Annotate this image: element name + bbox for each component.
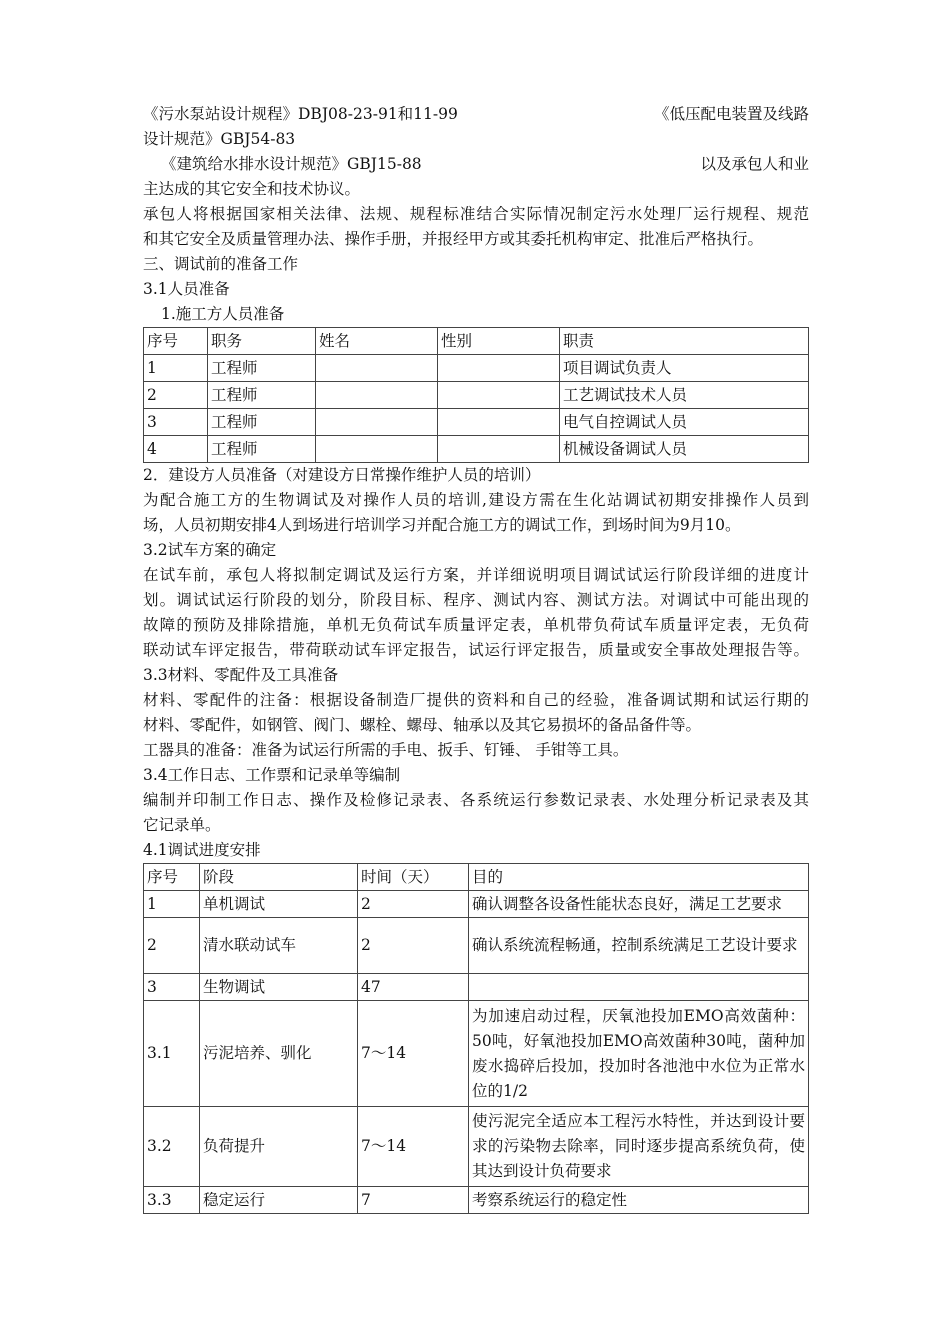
table-cell: 2	[144, 382, 208, 409]
table-header-cell: 职责	[560, 328, 809, 355]
paragraph-line: 划。调试试运行阶段的划分，阶段目标、程序、测试内容、测试方法。对调试中可能出现的	[143, 591, 809, 609]
table-cell: 使污泥完全适应本工程污水特性，并达到设计要求的污染物去除率，同时逐步提高系统负荷，使其达到设计负荷要求	[469, 1107, 809, 1187]
table-header-cell: 姓名	[316, 328, 438, 355]
standards-line-4: 主达成的其它安全和技术协议。	[143, 180, 361, 198]
paragraph-line: 在试车前，承包人将拟制定调试及运行方案，并详细说明项目调试试运行阶段详细的进度计	[143, 566, 809, 584]
paragraph-line: 材料、零配件的注备：根据设备制造厂提供的资料和自己的经验，准备调试期和试运行期的	[143, 691, 809, 709]
table-row	[144, 891, 809, 918]
table-cell: 确认系统流程畅通，控制系统满足工艺设计要求	[469, 918, 809, 974]
table-cell: 工程师	[208, 409, 316, 436]
table-row	[144, 436, 809, 463]
table-row	[144, 974, 809, 1001]
table-cell: 2	[358, 918, 469, 974]
table-header-cell: 序号	[144, 328, 208, 355]
table-cell: 4	[144, 436, 208, 463]
sub-subsection-heading: 1.施工方人员准备	[161, 305, 285, 323]
paragraph-line: 故障的预防及排除措施，单机无负荷试车质量评定表，单机带负荷试车质量评定表，无负荷	[143, 616, 809, 634]
table-cell: 1	[144, 891, 200, 918]
table-cell: 负荷提升	[200, 1107, 358, 1187]
table-cell	[438, 355, 560, 382]
paragraph-line: 和其它安全及质量管理办法、操作手册，并报经甲方或其委托机构审定、批准后严格执行。	[143, 230, 764, 248]
table-cell: 3.1	[144, 1001, 200, 1107]
table-row	[144, 1001, 809, 1107]
paragraph-line: 联动试车评定报告，带荷联动试车评定报告，试运行评定报告，质量或安全事故处理报告等。	[143, 641, 809, 659]
sub-subsection-heading: 2．建设方人员准备（对建设方日常操作维护人员的培训）	[143, 466, 541, 484]
table-cell: 工程师	[208, 436, 316, 463]
table-header-cell: 职务	[208, 328, 316, 355]
table-header-cell: 目的	[469, 864, 809, 891]
subsection-heading: 3.2试车方案的确定	[143, 541, 277, 559]
table-header-cell: 性别	[438, 328, 560, 355]
paragraph-line: 为配合施工方的生物调试及对操作人员的培训,建设方需在生化站调试初期安排操作人员到	[143, 491, 809, 509]
table-cell: 机械设备调试人员	[560, 436, 809, 463]
table-cell: 稳定运行	[200, 1187, 358, 1214]
table-cell: 2	[144, 918, 200, 974]
table-cell: 工程师	[208, 382, 316, 409]
table-cell: 2	[358, 891, 469, 918]
table-cell	[316, 355, 438, 382]
paragraph-line: 它记录单。	[143, 816, 221, 834]
table-cell	[438, 436, 560, 463]
standards-line-2: 设计规范》GBJ54-83	[143, 130, 296, 148]
standards-line-3	[143, 152, 809, 177]
paragraph-line: 工器具的准备：准备为试运行所需的手电、扳手、钉锤、 手钳等工具。	[143, 741, 629, 759]
table-row	[144, 409, 809, 436]
paragraph-line: 场，人员初期安排4人到场进行培训学习并配合施工方的调试工作，到场时间为9月10。	[143, 516, 741, 534]
table-cell: 为加速启动过程，厌氧池投加EMO高效菌种：50吨，好氧池投加EMO高效菌种30吨，菌种加废水捣碎后投加，投加时各池池中水位为正常水位的1/2	[469, 1001, 809, 1107]
table-cell: 1	[144, 355, 208, 382]
table-cell: 电气自控调试人员	[560, 409, 809, 436]
standard-building-water: 《建筑给水排水设计规范》GBJ15-88	[161, 155, 422, 173]
paragraph-line: 编制并印制工作日志、操作及检修记录表、各系统运行参数记录表、水处理分析记录表及其	[143, 791, 809, 809]
table-cell: 工程师	[208, 355, 316, 382]
table-row	[144, 1187, 809, 1214]
table-cell: 7	[358, 1187, 469, 1214]
table-cell	[316, 436, 438, 463]
table-row	[144, 1107, 809, 1187]
table-cell: 单机调试	[200, 891, 358, 918]
table-header-cell: 时间（天）	[358, 864, 469, 891]
table-row	[144, 355, 809, 382]
table-cell: 7～14	[358, 1001, 469, 1107]
subsection-heading: 3.4工作日志、工作票和记录单等编制	[143, 766, 401, 784]
table-cell: 污泥培养、驯化	[200, 1001, 358, 1107]
table-header-cell: 序号	[144, 864, 200, 891]
subsection-heading: 4.1调试进度安排	[143, 841, 261, 859]
subsection-heading: 3.1人员准备	[143, 280, 230, 298]
table-cell: 确认调整各设备性能状态良好，满足工艺要求	[469, 891, 809, 918]
table-cell	[316, 382, 438, 409]
table-header-cell: 阶段	[200, 864, 358, 891]
table-cell	[438, 382, 560, 409]
paragraph-line: 材料、零配件，如钢管、阀门、螺栓、螺母、轴承以及其它易损坏的备品备件等。	[143, 716, 702, 734]
table-cell: 3	[144, 409, 208, 436]
table-cell: 工艺调试技术人员	[560, 382, 809, 409]
table-row	[144, 918, 809, 974]
table-row	[144, 382, 809, 409]
standard-sewage-pump-station: 《污水泵站设计规程》DBJ08-23-91和11-99	[143, 105, 458, 123]
table-cell	[438, 409, 560, 436]
standards-line-1	[143, 102, 809, 127]
schedule-table	[143, 863, 809, 1214]
table-cell: 7～14	[358, 1107, 469, 1187]
table-cell: 3.3	[144, 1187, 200, 1214]
paragraph-line: 承包人将根据国家相关法律、法规、规程标准结合实际情况制定污水处理厂运行规程、规范	[143, 205, 809, 223]
table-cell	[316, 409, 438, 436]
table-cell: 3.2	[144, 1107, 200, 1187]
standard-low-voltage-title-start: 《低压配电装置及线路	[653, 105, 809, 123]
table-header-row	[144, 328, 809, 355]
table-cell: 生物调试	[200, 974, 358, 1001]
table-cell	[469, 974, 809, 1001]
table-cell: 清水联动试车	[200, 918, 358, 974]
table-cell: 47	[358, 974, 469, 1001]
section-heading: 三、调试前的准备工作	[143, 255, 299, 273]
subsection-heading: 3.3材料、零配件及工具准备	[143, 666, 339, 684]
table-cell: 考察系统运行的稳定性	[469, 1187, 809, 1214]
standard-contractor-agreement-start: 以及承包人和业	[700, 155, 809, 173]
table-header-row	[144, 864, 809, 891]
staff-table	[143, 327, 809, 463]
table-cell: 3	[144, 974, 200, 1001]
table-cell: 项目调试负责人	[560, 355, 809, 382]
document-page	[143, 102, 809, 1214]
